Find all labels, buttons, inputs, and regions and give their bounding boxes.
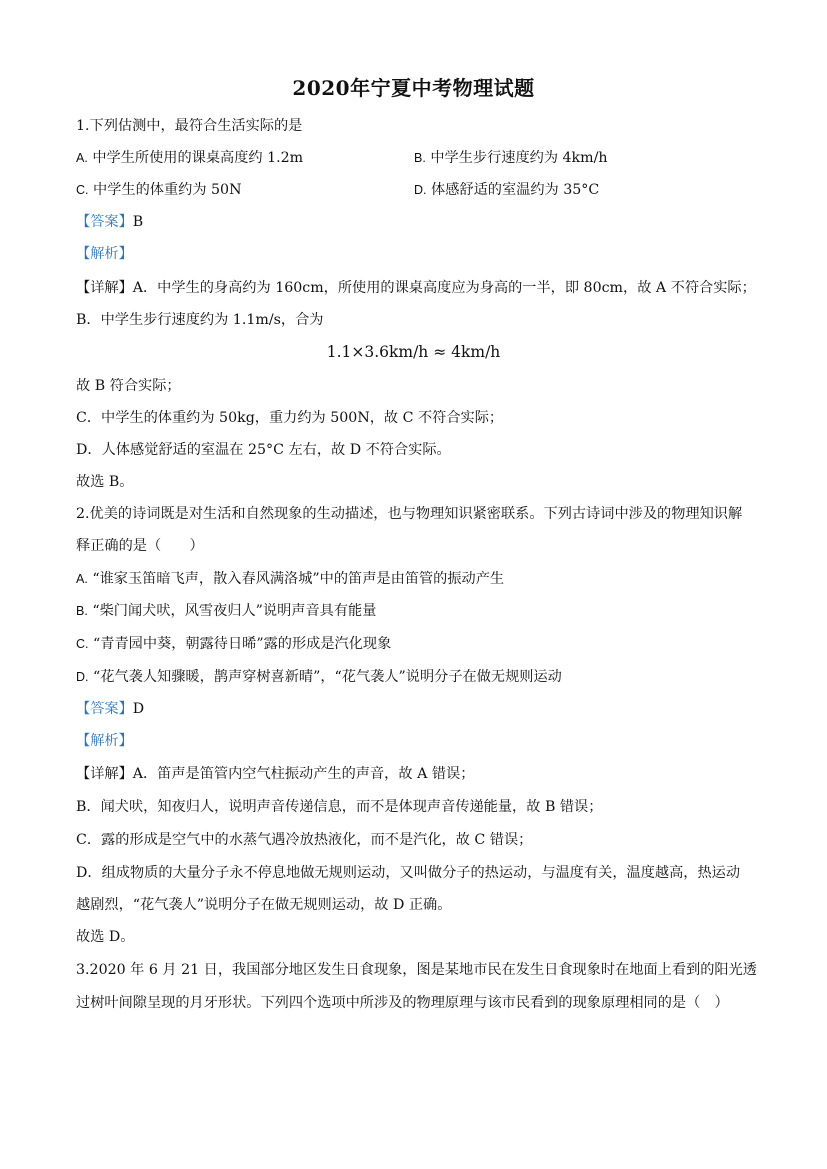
q1-answer bbox=[76, 212, 143, 232]
q2-detail-line: 【详解】A．笛声是笛管内空气柱振动产生的声音，故 A 错误； bbox=[76, 766, 475, 782]
option-text: “柴门闻犬吠，风雪夜归人”说明声音具有能量 bbox=[92, 603, 377, 619]
q1-detail-line: D．人体感觉舒适的室温在 25°C 左右，故 D 不符合实际。 bbox=[76, 442, 451, 458]
answer-value: B bbox=[132, 214, 144, 230]
option-label: B. bbox=[414, 151, 426, 165]
q3-stem: 3.2020 年 6 月 21 日，我国部分地区发生日食现象，图是某地市民在发生日食现象时在地面上看到的阳光透 bbox=[76, 962, 757, 978]
answer-tag: 【答案】 bbox=[76, 214, 133, 230]
option-label: C. bbox=[76, 183, 89, 197]
option-label: D. bbox=[76, 670, 89, 684]
q1-detail-line: C．中学生的体重约为 50kg，重力约为 500N，故 C 不符合实际； bbox=[76, 410, 504, 426]
q2-option-b bbox=[76, 601, 376, 621]
option-text: 中学生步行速度约为 4km/h bbox=[430, 150, 608, 166]
q2-option-c bbox=[76, 634, 391, 654]
q1-option-a bbox=[76, 148, 303, 168]
q2-stem: 2.优美的诗词既是对生活和自然现象的生动描述，也与物理知识紧密联系。下列古诗词中涉及的物理知识解 bbox=[76, 506, 743, 522]
answer-value: D bbox=[132, 701, 145, 717]
q2-stem: 释正确的是（ ） bbox=[76, 538, 204, 554]
option-label: C. bbox=[76, 637, 89, 651]
q1-conclusion: 故选 B。 bbox=[76, 474, 134, 490]
option-text: “谁家玉笛暗飞声，散入春风满洛城”中的笛声是由笛管的振动产生 bbox=[92, 571, 505, 587]
q3-stem: 过树叶间隙呈现的月牙形状。下列四个选项中所涉及的物理原理与该市民看到的现象原理相同的是（ ） bbox=[76, 995, 729, 1011]
option-text: 中学生的体重约为 50N bbox=[93, 182, 242, 198]
q2-detail-line: C．露的形成是空气中的水蒸气遇冷放热液化，而不是汽化，故 C 错误； bbox=[76, 832, 533, 848]
option-text: “花气袭人知骤暖，鹊声穿树喜新晴”，“花气袭人”说明分子在做无规则运动 bbox=[93, 669, 562, 685]
q2-detail-line: B．闻犬吠，知夜归人，说明声音传递信息，而不是体现声音传递能量，故 B 错误； bbox=[76, 799, 603, 815]
option-text: “青青园中葵，朝露待日晞”露的形成是汽化现象 bbox=[93, 636, 392, 652]
option-label: A. bbox=[76, 572, 88, 586]
q1-option-b bbox=[414, 148, 608, 168]
q2-answer bbox=[76, 699, 144, 719]
q1-option-c bbox=[76, 180, 242, 200]
option-text: 体感舒适的室温约为 35°C bbox=[431, 182, 600, 198]
q1-detail-line: B．中学生步行速度约为 1.1m/s，合为 bbox=[76, 312, 324, 328]
q1-detail-line: 故 B 符合实际； bbox=[76, 378, 181, 394]
q2-detail-line: D．组成物质的大量分子永不停息地做无规则运动，又叫做分子的热运动，与温度有关，温度越高，热运动 bbox=[76, 865, 741, 881]
q1-detail-line: 【详解】A．中学生的身高约为 160cm，所使用的课桌高度应为身高的一半，即 80cm，故 A 不符合实际； bbox=[76, 280, 756, 296]
q1-stem: 1.下列估测中，最符合生活实际的是 bbox=[76, 118, 303, 134]
option-text: 中学生所使用的课桌高度约 1.2m bbox=[92, 150, 304, 166]
q2-detail-line: 越剧烈，“花气袭人”说明分子在做无规则运动，故 D 正确。 bbox=[76, 897, 452, 913]
option-label: B. bbox=[76, 604, 88, 618]
q2-option-d bbox=[76, 667, 562, 687]
q2-conclusion: 故选 D。 bbox=[76, 929, 135, 945]
option-label: D. bbox=[414, 183, 427, 197]
q1-formula: 1.1×3.6km/h ≈ 4km/h bbox=[326, 343, 501, 361]
q1-analysis-tag: 【解析】 bbox=[76, 246, 133, 262]
answer-tag: 【答案】 bbox=[76, 701, 133, 717]
q2-analysis-tag: 【解析】 bbox=[76, 733, 133, 749]
option-label: A. bbox=[76, 151, 88, 165]
page-title: 2020年宁夏中考物理试题 bbox=[292, 76, 535, 100]
q1-option-d bbox=[414, 180, 599, 200]
q2-option-a bbox=[76, 569, 504, 589]
